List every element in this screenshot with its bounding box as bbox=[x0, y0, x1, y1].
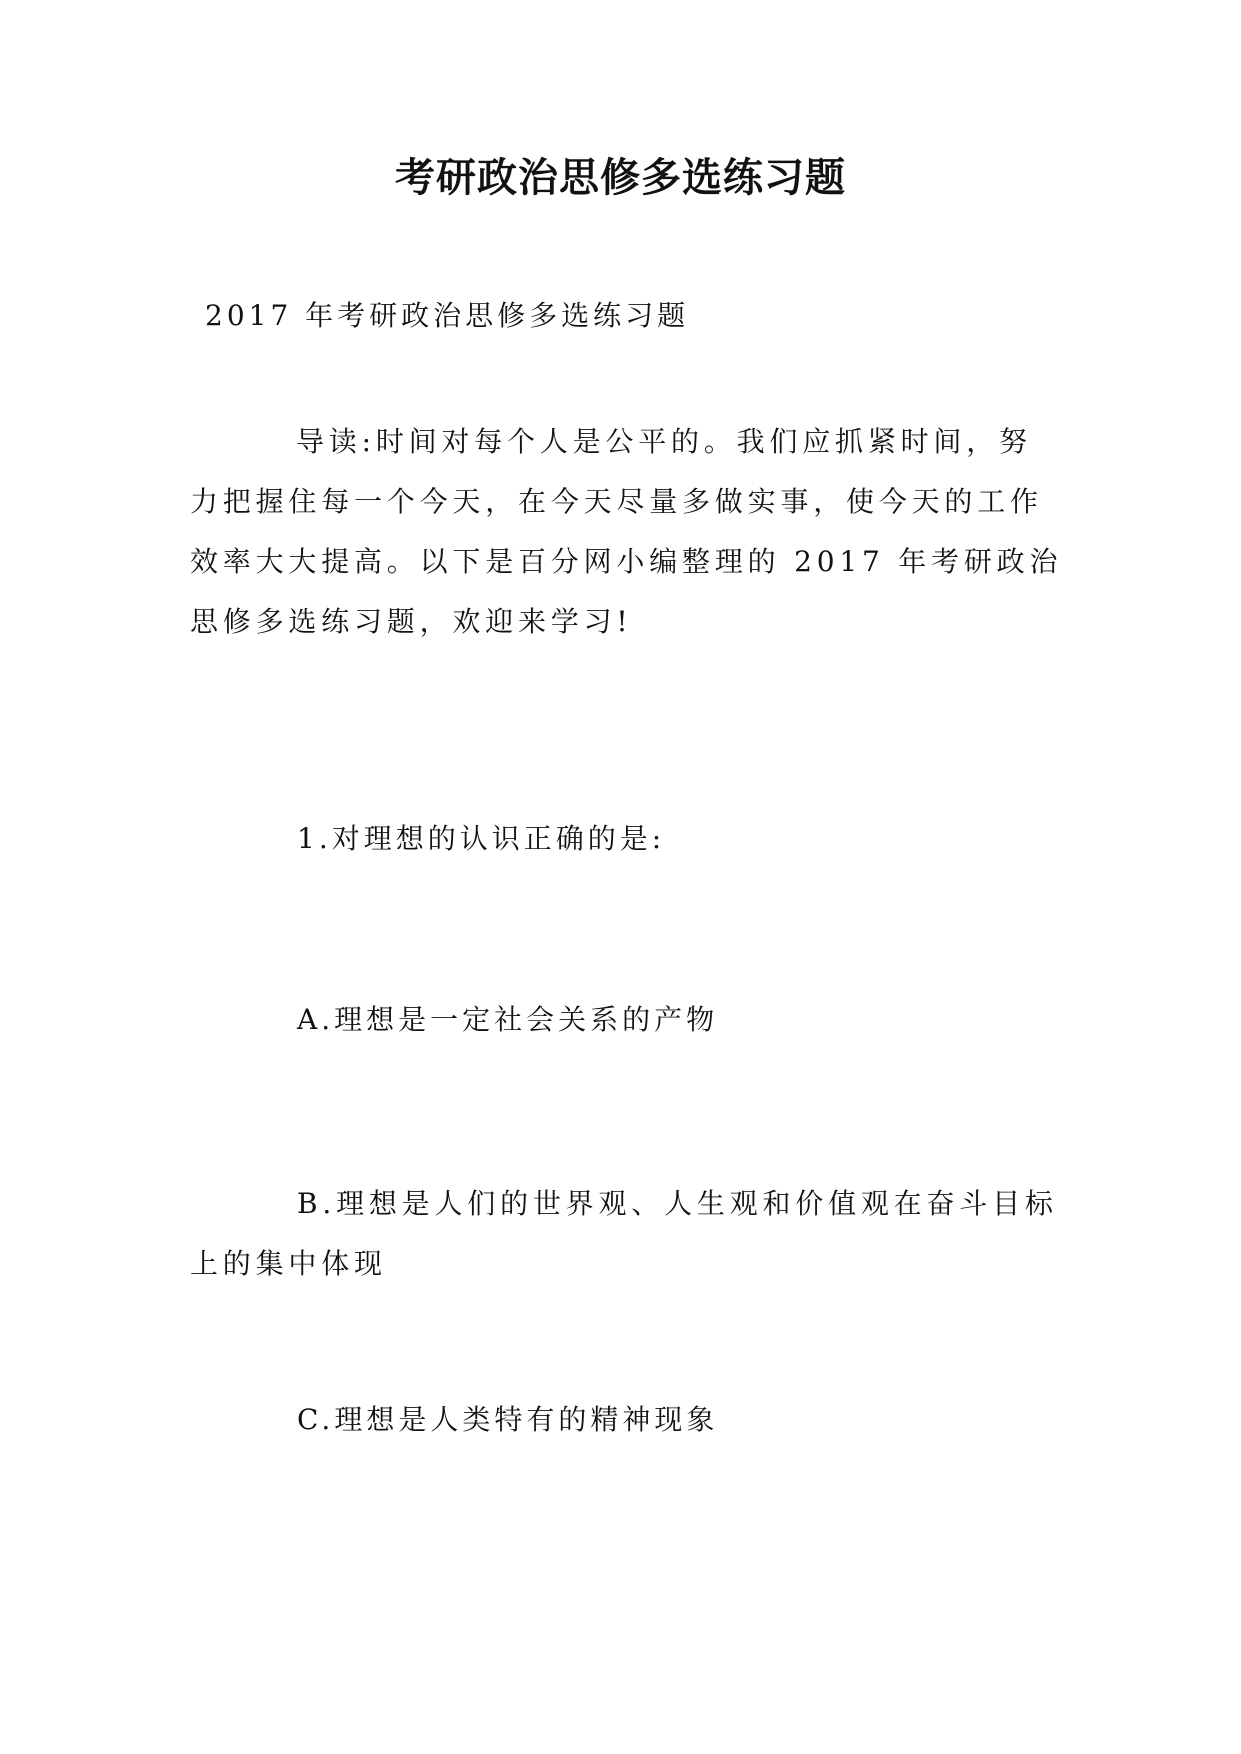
intro-paragraph bbox=[190, 412, 1063, 652]
option-b bbox=[190, 1174, 1060, 1294]
option-c: C.理想是人类特有的精神现象 bbox=[297, 1403, 719, 1436]
intro-line: 效率大大提高。以下是百分网小编整理的 2017 年考研政治 bbox=[190, 545, 1063, 578]
document-title: 考研政治思修多选练习题 bbox=[395, 155, 846, 201]
option-b-line: B.理想是人们的世界观、人生观和价值观在奋斗目标 bbox=[297, 1187, 1058, 1220]
intro-line: 导读:时间对每个人是公平的。我们应抓紧时间，努 bbox=[296, 425, 1032, 458]
question-1-prompt: 1.对理想的认识正确的是: bbox=[297, 822, 666, 855]
option-b-line: 上的集中体现 bbox=[190, 1247, 387, 1280]
intro-line: 力把握住每一个今天，在今天尽量多做实事，使今天的工作 bbox=[190, 485, 1043, 518]
document-subtitle: 2017 年考研政治思修多选练习题 bbox=[205, 299, 690, 332]
intro-line: 思修多选练习题，欢迎来学习! bbox=[190, 605, 633, 638]
option-a: A.理想是一定社会关系的产物 bbox=[297, 1003, 719, 1036]
